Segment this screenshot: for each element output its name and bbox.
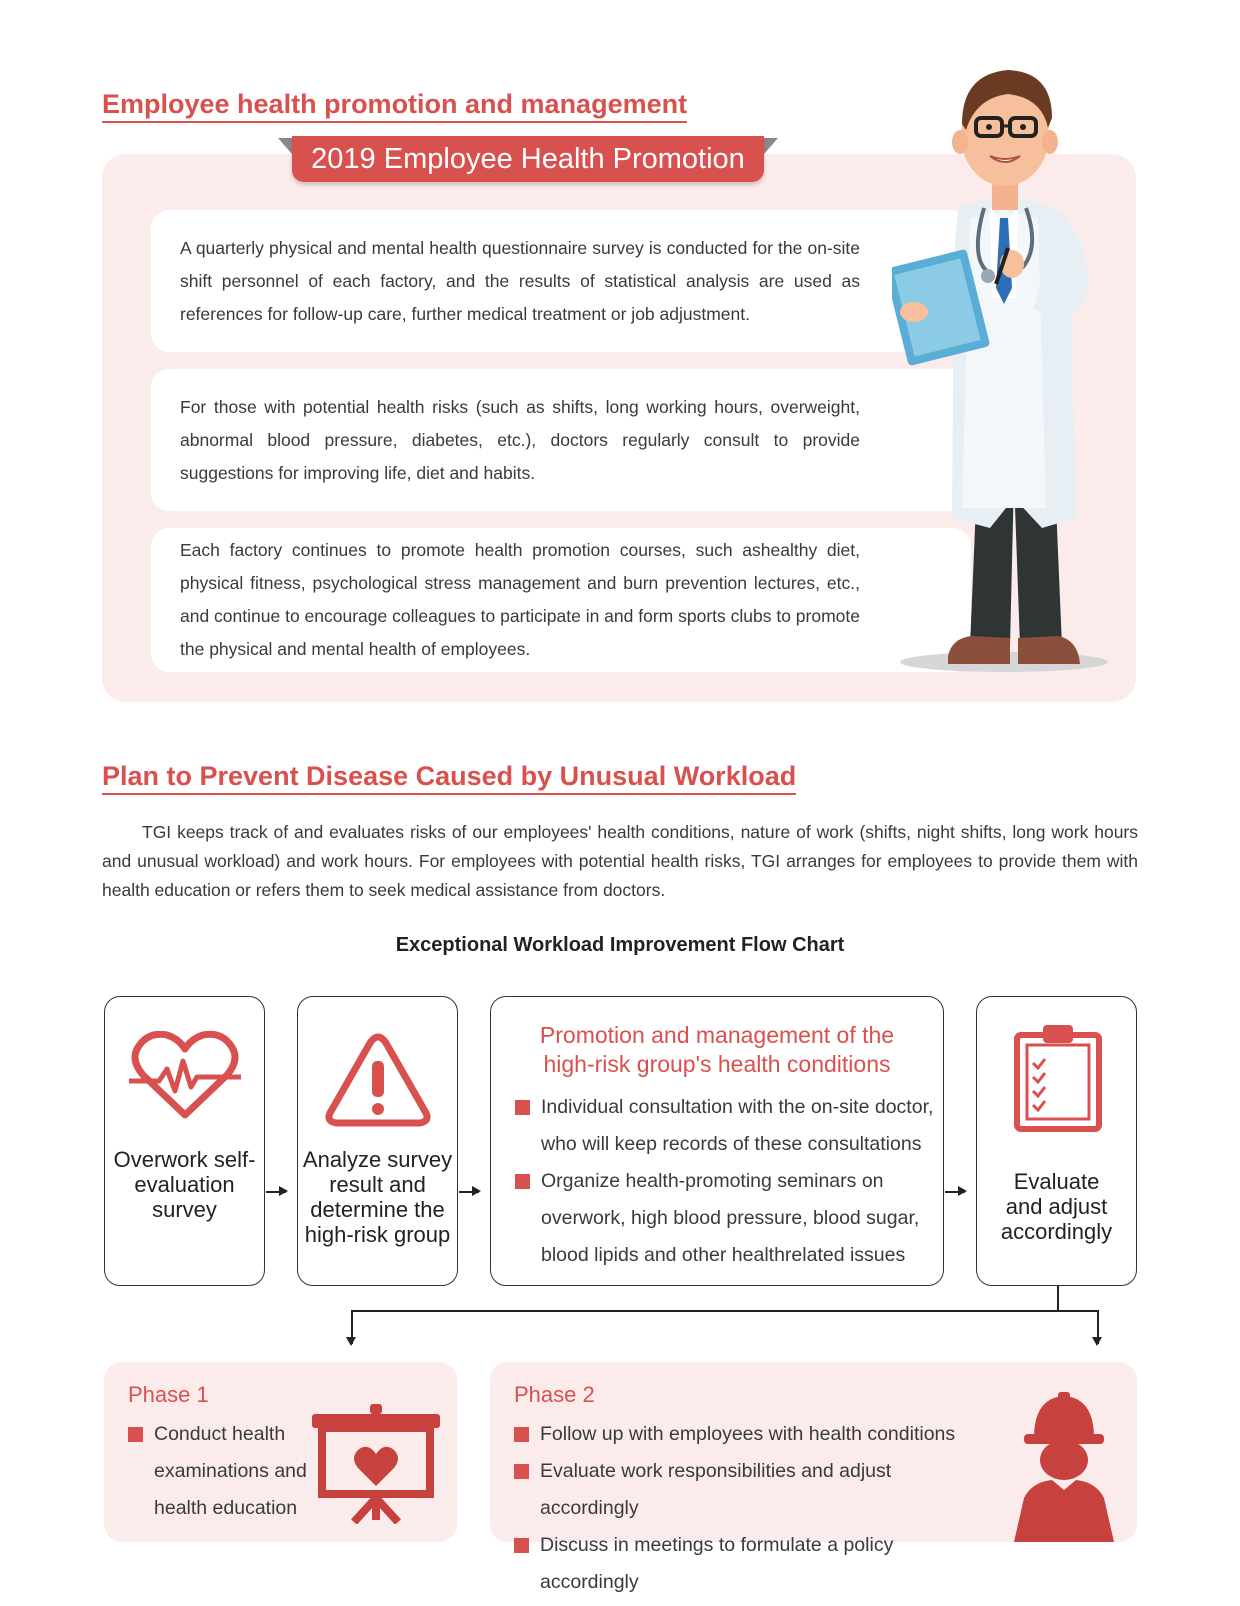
step-2-line: determine the: [310, 1197, 445, 1222]
heartbeat-icon: [129, 1031, 241, 1121]
ribbon-fold-left: [278, 138, 292, 154]
step-2-line: Analyze survey: [302, 1147, 453, 1172]
step-1-line: evaluation: [134, 1172, 235, 1197]
info-card-2: [151, 369, 971, 511]
flow-step-4: [976, 996, 1137, 1286]
info-card-3: [151, 528, 971, 672]
phase-2-panel: [490, 1362, 1137, 1593]
step-4-line: and adjust: [1005, 1194, 1108, 1219]
doctor-illustration: [892, 58, 1128, 680]
warning-icon: [324, 1031, 432, 1127]
step-1-line: Overwork self-: [113, 1147, 256, 1172]
phase-2-title: Phase 2: [514, 1382, 595, 1407]
flow-step-2: [297, 996, 458, 1286]
list-item: Organize health-promoting seminars on overwork, high blood pressure, blood sugar, blood lipids and other healthrelated issues: [515, 1163, 935, 1274]
info-card-text: For those with potential health risks (such as shifts, long working hours, overweight, abnormal blood pressure, diabetes, etc.), doctors regularly consult to provide suggestions for improving life, diet and habits.: [180, 396, 860, 483]
flow-step-3: [490, 996, 944, 1286]
info-card-text: Each factory continues to promote health promotion courses, such ashealthy diet, physical fitness, psychological stress management and burn prevention lectures, etc., and continue to encourage colleagues to participate in and form sports clubs to promote the physical and mental health of employees.: [180, 540, 860, 659]
list-item: Conduct health examinations and health education: [128, 1416, 318, 1527]
intro-paragraph: TGI keeps track of and evaluates risks of our employees' health conditions, nature of work (shifts, night shifts, long work hours and unusual workload) and work hours. For employees with potential health risks, TGI arranges for employees to provide them with health education or refers them to seek medical assistance from doctors.: [102, 822, 1138, 900]
list-item: Evaluate work responsibilities and adjust accordingly: [514, 1453, 984, 1527]
list-item: Individual consultation with the on-site doctor, who will keep records of these consultations: [515, 1089, 935, 1163]
step-1-line: survey: [152, 1197, 217, 1222]
construction-worker-icon: [1000, 1390, 1128, 1542]
step-4-line: accordingly: [1000, 1219, 1113, 1244]
flow-arrow: [459, 1191, 479, 1193]
flow-step-1: [104, 996, 265, 1286]
connector-line: [351, 1310, 1098, 1312]
flow-arrow: [266, 1191, 286, 1193]
phase-1-bullets: [128, 1416, 318, 1527]
step-4-line: Evaluate: [1013, 1169, 1100, 1194]
list-item: Discuss in meetings to formulate a policy accordingly: [514, 1527, 984, 1601]
presentation-heart-icon: [312, 1404, 440, 1524]
clipboard-checklist-icon: [1013, 1021, 1103, 1133]
connector-arrow-phase1: [351, 1310, 353, 1344]
step-2-line: result and: [329, 1172, 426, 1197]
step-2-line: high-risk group: [304, 1222, 451, 1247]
flow-arrow: [945, 1191, 965, 1193]
ribbon-fold-right: [764, 138, 778, 154]
info-card-text: A quarterly physical and mental health questionnaire survey is conducted for the on-site shift personnel of each factory, and the results of statistical analysis are used as references for follow-up care, further medical treatment or job adjustment.: [180, 237, 860, 324]
section2-title: Plan to Prevent Disease Caused by Unusual Workload: [102, 760, 796, 795]
flow-chart-title: Exceptional Workload Improvement Flow Chart: [395, 934, 845, 956]
list-item: Follow up with employees with health conditions: [514, 1416, 984, 1453]
phase-1-panel: [104, 1362, 457, 1542]
phase-1-title: Phase 1: [128, 1382, 209, 1407]
connector-arrow-phase2: [1097, 1310, 1099, 1344]
section1-title: Employee health promotion and management: [102, 88, 687, 123]
ribbon-title: 2019 Employee Health Promotion: [292, 136, 764, 182]
phase-2-bullets: [514, 1416, 984, 1601]
step-3-title: Promotion and management of the high-risk group's health conditions: [539, 1022, 895, 1077]
step-3-bullets: [515, 1089, 935, 1274]
info-card-1: [151, 210, 971, 352]
connector-line: [1057, 1286, 1059, 1310]
